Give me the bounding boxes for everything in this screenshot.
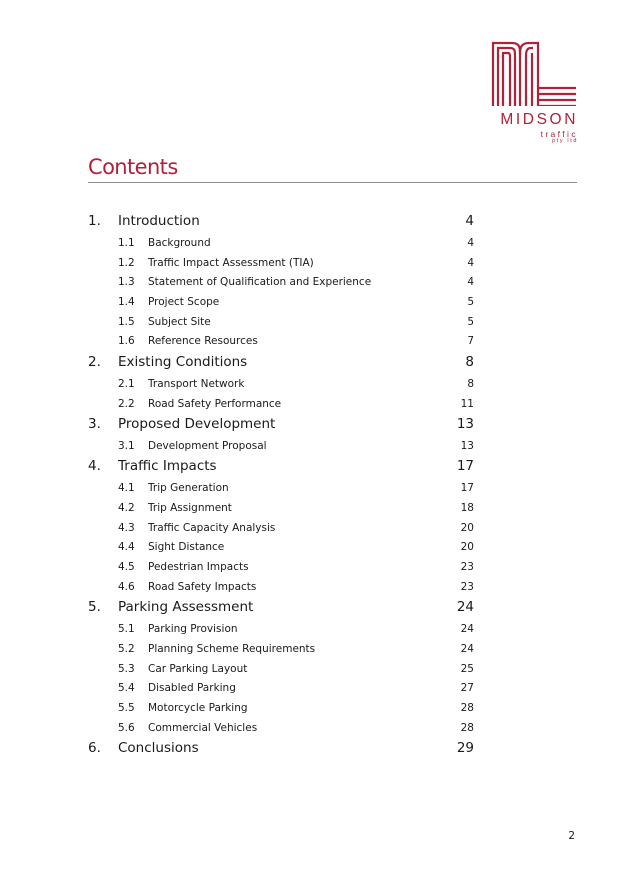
toc-subsection-title: Pedestrian Impacts	[148, 561, 249, 573]
toc-subsection-title: Trip Generation	[148, 482, 229, 494]
toc-subsection-title: Subject Site	[148, 316, 211, 328]
toc-page-number: 29	[456, 740, 474, 756]
logo-tagline: traffic	[540, 129, 578, 139]
toc-subsection-number: 4.4	[118, 541, 135, 553]
toc-subsection-title: Car Parking Layout	[148, 663, 248, 675]
title-divider	[88, 182, 577, 183]
toc-subsection-title: Background	[148, 237, 211, 249]
toc-page-number: 11	[460, 398, 474, 410]
toc-page-number: 23	[460, 581, 474, 593]
toc-section-number: 2.	[88, 354, 101, 370]
toc-page-number: 7	[467, 335, 474, 347]
toc-subsection-title: Sight Distance	[148, 541, 225, 553]
toc-page-number: 24	[460, 623, 474, 635]
midson-traffic-logo	[488, 40, 578, 144]
toc-subsection-title: Development Proposal	[148, 440, 267, 452]
toc-subsection-title: Commercial Vehicles	[148, 722, 258, 734]
toc-page-number: 24	[460, 643, 474, 655]
toc-page-number: 4	[467, 257, 474, 269]
toc-page-number: 5	[467, 316, 474, 328]
toc-page-number: 28	[460, 702, 474, 714]
toc-page-number: 24	[456, 599, 474, 615]
toc-section-title: Introduction	[118, 213, 200, 229]
toc-page-number: 28	[460, 722, 474, 734]
toc-page-number: 13	[460, 440, 474, 452]
toc-subsection-title: Reference Resources	[148, 335, 258, 347]
toc-page-number: 17	[460, 482, 474, 494]
toc-subsection-title: Transport Network	[148, 378, 245, 390]
toc-section-title: Conclusions	[118, 740, 199, 756]
toc-page-number: 8	[467, 378, 474, 390]
toc-subsection-number: 5.1	[118, 623, 135, 635]
toc-subsection-number: 4.2	[118, 502, 135, 514]
toc-subsection-number: 5.6	[118, 722, 135, 734]
toc-page-number: 23	[460, 561, 474, 573]
toc-subsection-number: 1.3	[118, 276, 135, 288]
toc-page-number: 4	[467, 237, 474, 249]
logo-wordmark: MIDSON	[500, 111, 578, 128]
toc-page-number: 4	[467, 276, 474, 288]
toc-page-number: 27	[460, 682, 474, 694]
toc-subsection-number: 2.1	[118, 378, 135, 390]
midson-logo-mark-icon	[490, 40, 576, 106]
toc-subsection-title: Motorcycle Parking	[148, 702, 248, 714]
toc-subsection-number: 4.5	[118, 561, 135, 573]
toc-section-title: Parking Assessment	[118, 599, 254, 615]
toc-page-number: 4	[465, 213, 474, 229]
toc-subsection-number: 4.3	[118, 522, 135, 534]
toc-subsection-title: Road Safety Impacts	[148, 581, 257, 593]
toc-section-title: Proposed Development	[118, 416, 276, 432]
toc-subsection-number: 3.1	[118, 440, 135, 452]
toc-page-number: 8	[465, 354, 474, 370]
toc-subsection-number: 1.5	[118, 316, 135, 328]
toc-page-number: 13	[456, 416, 474, 432]
toc-page-number: 18	[460, 502, 474, 514]
toc-subsection-number: 5.3	[118, 663, 135, 675]
page-number: 2	[568, 830, 575, 842]
toc-subsection-number: 2.2	[118, 398, 135, 410]
toc-page-number: 20	[460, 522, 474, 534]
toc-section-number: 1.	[88, 213, 101, 229]
toc-subsection-number: 5.4	[118, 682, 135, 694]
toc-page-number: 17	[456, 458, 474, 474]
toc-subsection-number: 1.2	[118, 257, 135, 269]
toc-section-number: 4.	[88, 458, 101, 474]
toc-subsection-number: 1.4	[118, 296, 135, 308]
toc-section-title: Existing Conditions	[118, 354, 248, 370]
toc-subsection-number: 4.6	[118, 581, 135, 593]
toc-subsection-title: Project Scope	[148, 296, 220, 308]
toc-subsection-number: 1.6	[118, 335, 135, 347]
toc-subsection-number: 5.5	[118, 702, 135, 714]
toc-subsection-number: 4.1	[118, 482, 135, 494]
toc-subsection-title: Statement of Qualification and Experience	[148, 276, 372, 288]
toc-subsection-title: Trip Assignment	[148, 502, 232, 514]
toc-section-number: 5.	[88, 599, 101, 615]
toc-section-number: 3.	[88, 416, 101, 432]
toc-page-number: 25	[460, 663, 474, 675]
toc-subsection-number: 5.2	[118, 643, 135, 655]
toc-subsection-number: 1.1	[118, 237, 135, 249]
logo-company-suffix: pty ltd	[552, 138, 578, 144]
toc-section-title: Traffic Impacts	[118, 458, 217, 474]
toc-subsection-title: Traffic Impact Assessment (TIA)	[148, 257, 314, 269]
page-title: Contents	[88, 155, 178, 179]
toc-subsection-title: Road Safety Performance	[148, 398, 282, 410]
toc-subsection-title: Disabled Parking	[148, 682, 236, 694]
toc-subsection-title: Parking Provision	[148, 623, 238, 635]
toc-subsection-title: Traffic Capacity Analysis	[148, 522, 276, 534]
toc-page-number: 5	[467, 296, 474, 308]
toc-subsection-title: Planning Scheme Requirements	[148, 643, 316, 655]
toc-section-number: 6.	[88, 740, 101, 756]
toc-page-number: 20	[460, 541, 474, 553]
